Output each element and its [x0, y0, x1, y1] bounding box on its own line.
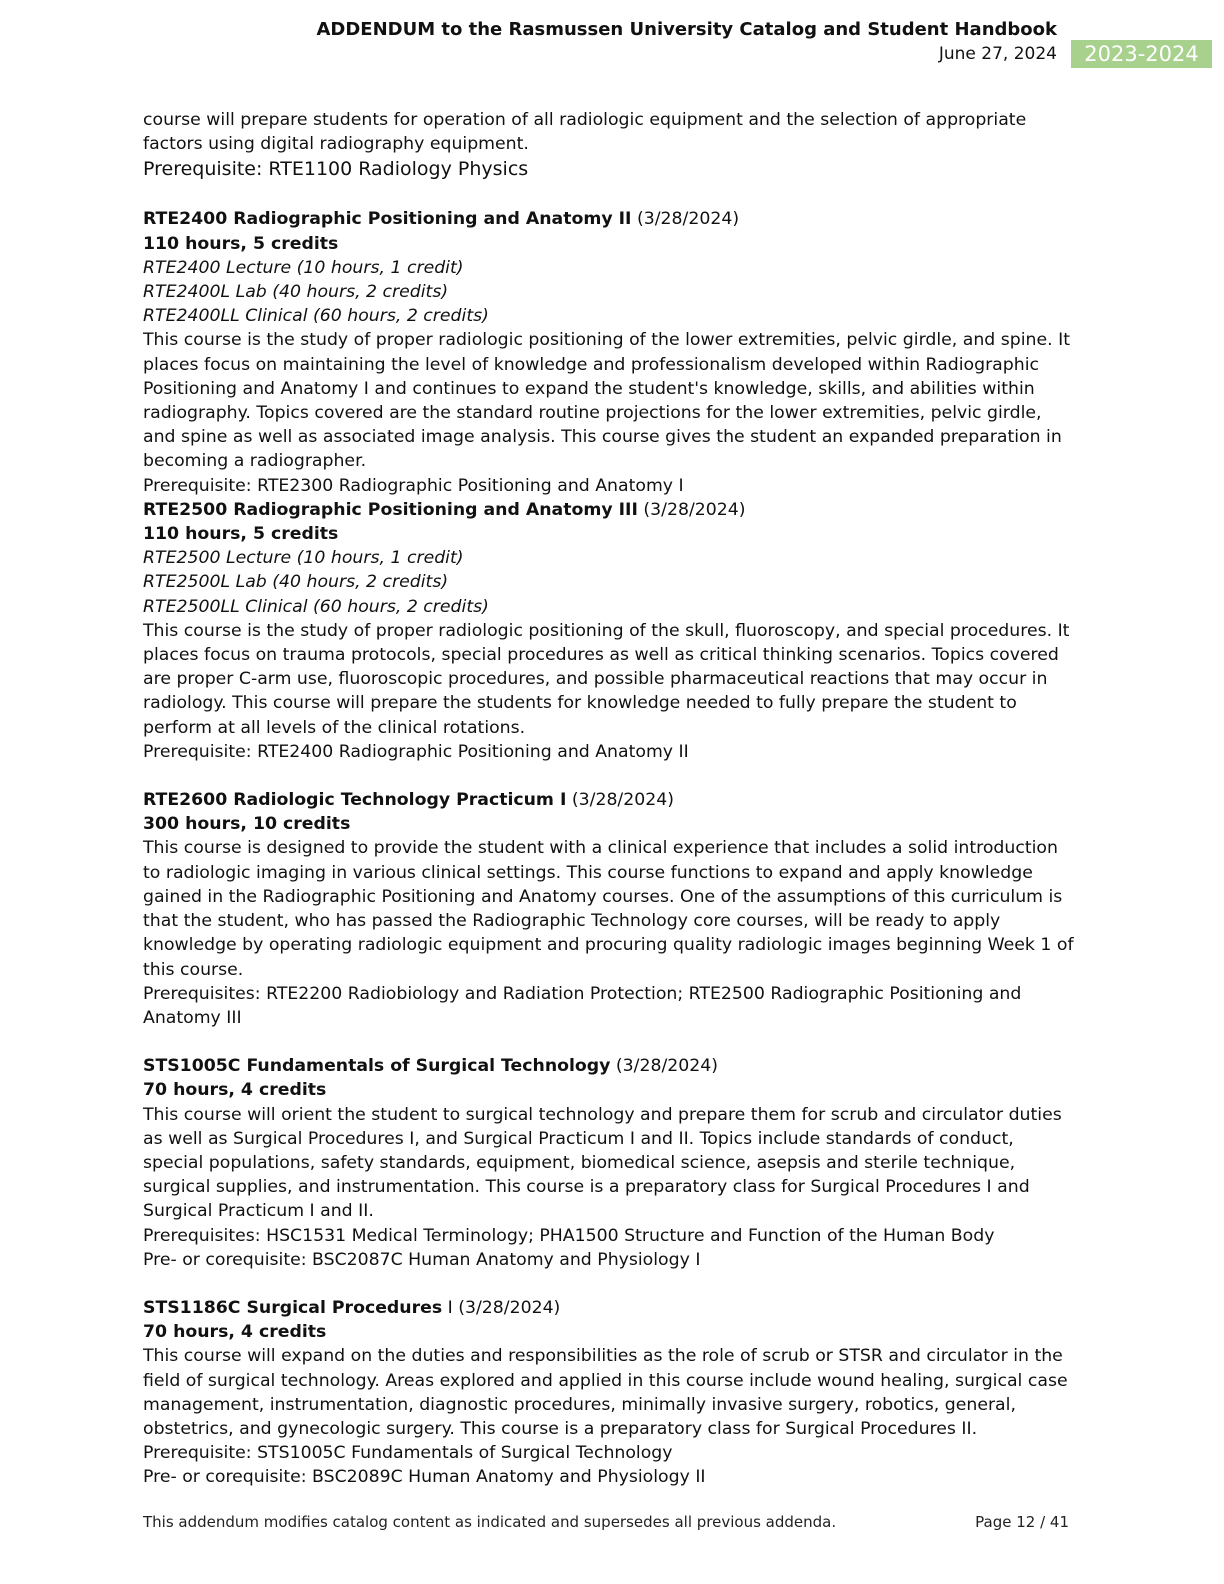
course-description: This course is the study of proper radiologic positioning of the lower extremities, pelvic girdle, and spine. It places focus on maintaining the level of knowledge and professionalism developed within Radiographic Positioning and Anatomy I and continues to expand the student's knowledge, skills, and abilities within radiography. Topics covered are the standard routine projections for the lower extremities, pelvic girdle, and spine as well as associated image analysis. This course gives the student an expanded preparation in becoming a radiographer.: [143, 330, 1070, 472]
course-title: RTE2400 Radiographic Positioning and Anatomy II: [143, 209, 632, 230]
course-entry: [143, 1296, 1078, 1490]
course-description: This course will expand on the duties and responsibilities as the role of scrub or STSR and circulator in the field of surgical technology. Areas explored and applied in this course include wound healing, surgical case management, instrumentation, diagnostic procedures, minimally invasive surgery, robotics, general, obstetrics, and gynecologic surgery. This course is a preparatory class for Surgical Procedures II.: [143, 1346, 1068, 1439]
course-hours: 110 hours, 5 credits: [143, 233, 339, 254]
course-description: This course is designed to provide the student with a clinical experience that includes a solid introduction to radiologic imaging in various clinical settings. This course functions to expand and apply knowledge gained in the Radiographic Positioning and Anatomy courses. One of the assumptions of this curriculum is that the student, who has passed the Radiographic Technology core courses, will be ready to apply knowledge by operating radiologic equipment and procuring quality radiologic images beginning Week 1 of this course.: [143, 838, 1074, 980]
course-date: (3/28/2024): [566, 790, 674, 811]
course-entry: [143, 498, 1078, 764]
page-number: Page 12 / 41: [975, 1513, 1069, 1531]
course-hours: 70 hours, 4 credits: [143, 1322, 327, 1343]
course-component: RTE2400LL Clinical (60 hours, 2 credits): [143, 306, 489, 327]
course-component: RTE2500 Lecture (10 hours, 1 credit): [143, 548, 464, 569]
intro-text: course will prepare students for operation of all radiologic equipment and the selection of appropriate factors using digital radiography equipment.: [143, 110, 1027, 155]
course-component: RTE2500LL Clinical (60 hours, 2 credits): [143, 596, 489, 617]
course-corequisite: Pre- or corequisite: BSC2089C Human Anatomy and Physiology II: [143, 1467, 706, 1488]
course-heading: [143, 498, 1078, 522]
course-heading: [143, 1296, 1078, 1320]
course-date: I (3/28/2024): [442, 1297, 561, 1318]
course-hours: 110 hours, 5 credits: [143, 524, 339, 545]
course-description: This course is the study of proper radiologic positioning of the skull, fluoroscopy, and special procedures. It places focus on trauma protocols, special procedures as well as critical thinking scenarios. Topics covered are proper C-arm use, fluoroscopic procedures, and possible pharmaceutical reactions that may occur in radiology. This course will prepare the students for knowledge needed to fully prepare the student to perform at all levels of the clinical rotations.: [143, 620, 1070, 738]
course-component: RTE2500L Lab (40 hours, 2 credits): [143, 572, 449, 593]
spacer: [143, 764, 1078, 788]
course-title: STS1005C Fundamentals of Surgical Technology: [143, 1056, 611, 1077]
course-date: (3/28/2024): [637, 499, 746, 520]
course-component: RTE2400 Lecture (10 hours, 1 credit): [143, 257, 464, 278]
course-heading: [143, 1054, 1078, 1078]
document-date: June 27, 2024: [938, 44, 1057, 64]
course-entry: [143, 207, 1078, 497]
course-date: (3/28/2024): [631, 209, 740, 230]
course-hours: 70 hours, 4 credits: [143, 1080, 327, 1101]
spacer: [143, 1030, 1078, 1054]
course-title: RTE2600 Radiologic Technology Practicum I: [143, 790, 567, 811]
course-prerequisite: Prerequisites: RTE2200 Radiobiology and Radiation Protection; RTE2500 Radiographic Positioning and Anatomy III: [143, 983, 1022, 1028]
course-entry: [143, 788, 1078, 1030]
footer-note: This addendum modifies catalog content as indicated and supersedes all previous addenda.: [143, 1513, 837, 1531]
course-heading: [143, 788, 1078, 812]
catalog-year-badge: 2023-2024: [1071, 40, 1212, 68]
spacer: [143, 183, 1078, 207]
document-title: ADDENDUM to the Rasmussen University Catalog and Student Handbook: [316, 19, 1057, 40]
course-heading: [143, 207, 1078, 231]
course-prerequisite: Prerequisite: STS1005C Fundamentals of Surgical Technology: [143, 1443, 673, 1464]
course-prerequisite: Prerequisite: RTE2300 Radiographic Positioning and Anatomy I: [143, 475, 684, 496]
course-description: This course will orient the student to surgical technology and prepare them for scrub and circulator duties as well as Surgical Procedures I, and Surgical Practicum I and II. Topics include standards of conduct, special populations, safety standards, equipment, biomedical science, asepsis and sterile technique, surgical supplies, and instrumentation. This course is a preparatory class for Surgical Procedures I and Surgical Practicum I and II.: [143, 1104, 1062, 1222]
document-body: [143, 108, 1078, 1490]
course-title: RTE2500 Radiographic Positioning and Anatomy III: [143, 499, 638, 520]
course-component: RTE2400L Lab (40 hours, 2 credits): [143, 282, 449, 303]
course-entry: [143, 1054, 1078, 1272]
course-prerequisite: Prerequisite: RTE2400 Radiographic Positioning and Anatomy II: [143, 741, 689, 762]
course-date: (3/28/2024): [610, 1056, 719, 1077]
course-hours: 300 hours, 10 credits: [143, 814, 351, 835]
course-title: STS1186C Surgical Procedures: [143, 1297, 443, 1318]
intro-prerequisite: Prerequisite: RTE1100 Radiology Physics: [143, 158, 529, 181]
course-prerequisite: Prerequisites: HSC1531 Medical Terminology; PHA1500 Structure and Function of the Human Body: [143, 1225, 995, 1246]
course-corequisite: Pre- or corequisite: BSC2087C Human Anatomy and Physiology I: [143, 1249, 701, 1270]
spacer: [143, 1272, 1078, 1296]
